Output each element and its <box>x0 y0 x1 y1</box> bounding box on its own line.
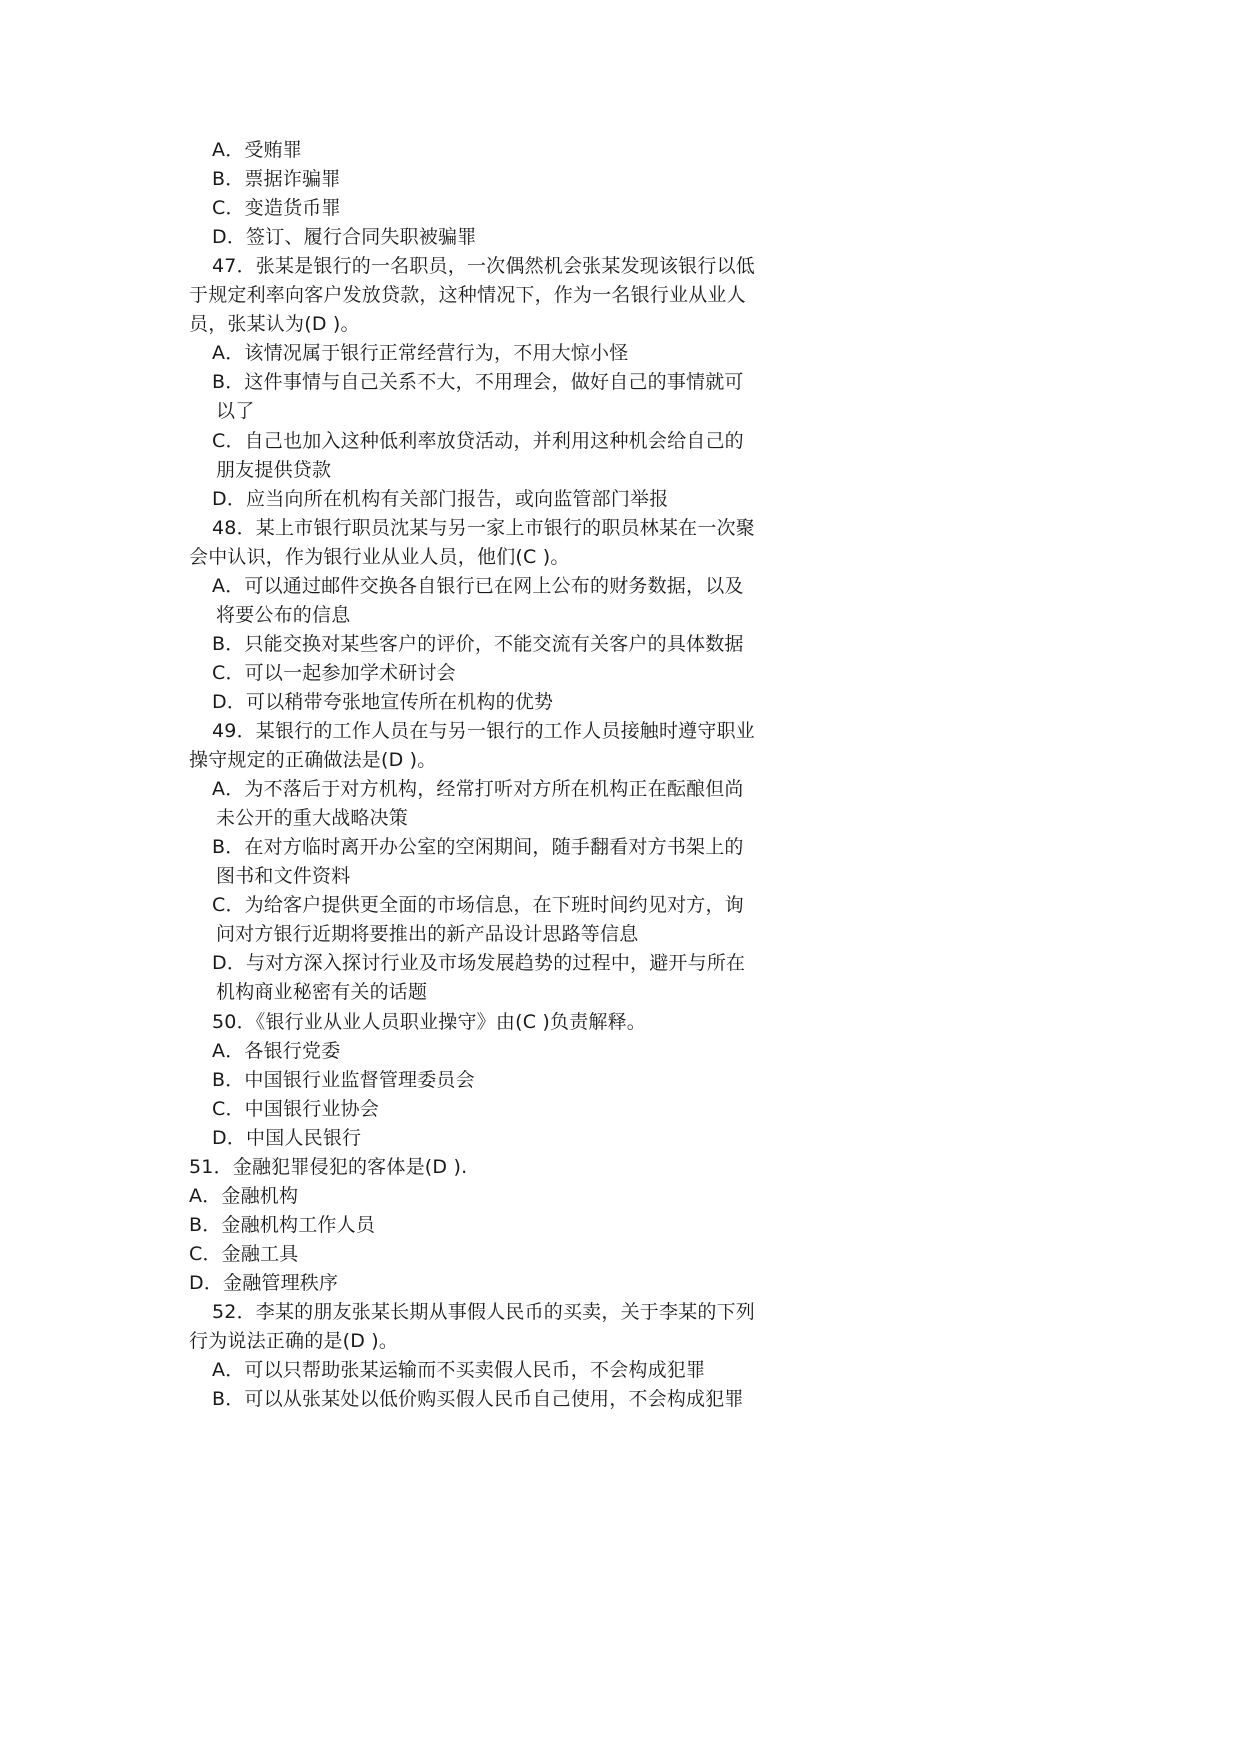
text-line: 未公开的重大战略决策 <box>216 807 409 830</box>
text-line: 47．张某是银行的一名职员，一次偶然机会张某发现该银行以低 <box>212 255 755 278</box>
text-line: 会中认识，作为银行业从业人员，他们(C )。 <box>189 545 570 568</box>
text-line: 机构商业秘密有关的话题 <box>216 981 428 1004</box>
text-line: 50．《银行业从业人员职业操守》由(C )负责解释。 <box>212 1010 647 1033</box>
text-line: C．金融工具 <box>189 1242 299 1265</box>
text-line: A．可以通过邮件交换各自银行已在网上公布的财务数据，以及 <box>212 574 744 597</box>
text-line: 以了 <box>216 400 255 423</box>
text-line: D．金融管理秩序 <box>189 1271 339 1294</box>
text-line: 52．李某的朋友张某长期从事假人民币的买卖，关于李某的下列 <box>212 1301 755 1323</box>
text-line: A．各银行党委 <box>212 1039 341 1062</box>
text-line: D．中国人民银行 <box>212 1126 362 1149</box>
text-line: A．可以只帮助张某运输而不买卖假人民币，不会构成犯罪 <box>212 1359 706 1382</box>
text-line: A．为不落后于对方机构，经常打听对方所在机构正在酝酿但尚 <box>212 778 744 801</box>
text-line: C．可以一起参加学术研讨会 <box>212 661 456 684</box>
text-line: C．为给客户提供更全面的市场信息，在下班时间约见对方，询 <box>212 894 744 917</box>
text-line: A．受贿罪 <box>212 139 302 161</box>
text-line: 48．某上市银行职员沈某与另一家上市银行的职员林某在一次聚 <box>212 516 755 539</box>
text-line: 51．金融犯罪侵犯的客体是(D ). <box>189 1155 468 1178</box>
text-line: 问对方银行近期将要推出的新产品设计思路等信息 <box>216 923 639 946</box>
text-line: D．与对方深入探讨行业及市场发展趋势的过程中，避开与所在 <box>212 952 746 975</box>
text-line: 操守规定的正确做法是(D )。 <box>189 749 437 772</box>
text-line: B．可以从张某处以低价购买假人民币自己使用，不会构成犯罪 <box>212 1388 744 1411</box>
text-line: A．金融机构 <box>189 1184 299 1207</box>
text-line: C．变造货币罪 <box>212 197 341 220</box>
text-line: D．签订、履行合同失职被骗罪 <box>212 226 477 249</box>
text-line: 将要公布的信息 <box>216 603 351 626</box>
text-line: 朋友提供贷款 <box>216 458 332 481</box>
text-line: B．中国银行业监督管理委员会 <box>212 1068 475 1091</box>
text-line: 行为说法正确的是(D )。 <box>189 1330 399 1353</box>
text-line: B．只能交换对某些客户的评价，不能交流有关客户的具体数据 <box>212 632 744 655</box>
text-line: B．金融机构工作人员 <box>189 1213 376 1236</box>
text-line: B．在对方临时离开办公室的空闲期间，随手翻看对方书架上的 <box>212 836 744 859</box>
text-line: A．该情况属于银行正常经营行为，不用大惊小怪 <box>212 342 629 365</box>
text-line: C．中国银行业协会 <box>212 1097 380 1120</box>
text-line: D．可以稍带夸张地宣传所在机构的优势 <box>212 690 554 713</box>
text-line: 图书和文件资料 <box>216 865 351 888</box>
text-line: 于规定利率向客户发放贷款，这种情况下，作为一名银行业从业人 <box>189 284 746 307</box>
text-line: B．这件事情与自己关系不大，不用理会，做好自己的事情就可 <box>212 371 744 394</box>
text-line: B．票据诈骗罪 <box>212 168 341 191</box>
text-line: 49．某银行的工作人员在与另一银行的工作人员接触时遵守职业 <box>212 720 755 742</box>
text-line: C．自己也加入这种低利率放贷活动，并利用这种机会给自己的 <box>212 429 744 452</box>
text-line: 员，张某认为(D )。 <box>189 313 360 336</box>
text-line: D．应当向所在机构有关部门报告，或向监管部门举报 <box>212 487 669 510</box>
